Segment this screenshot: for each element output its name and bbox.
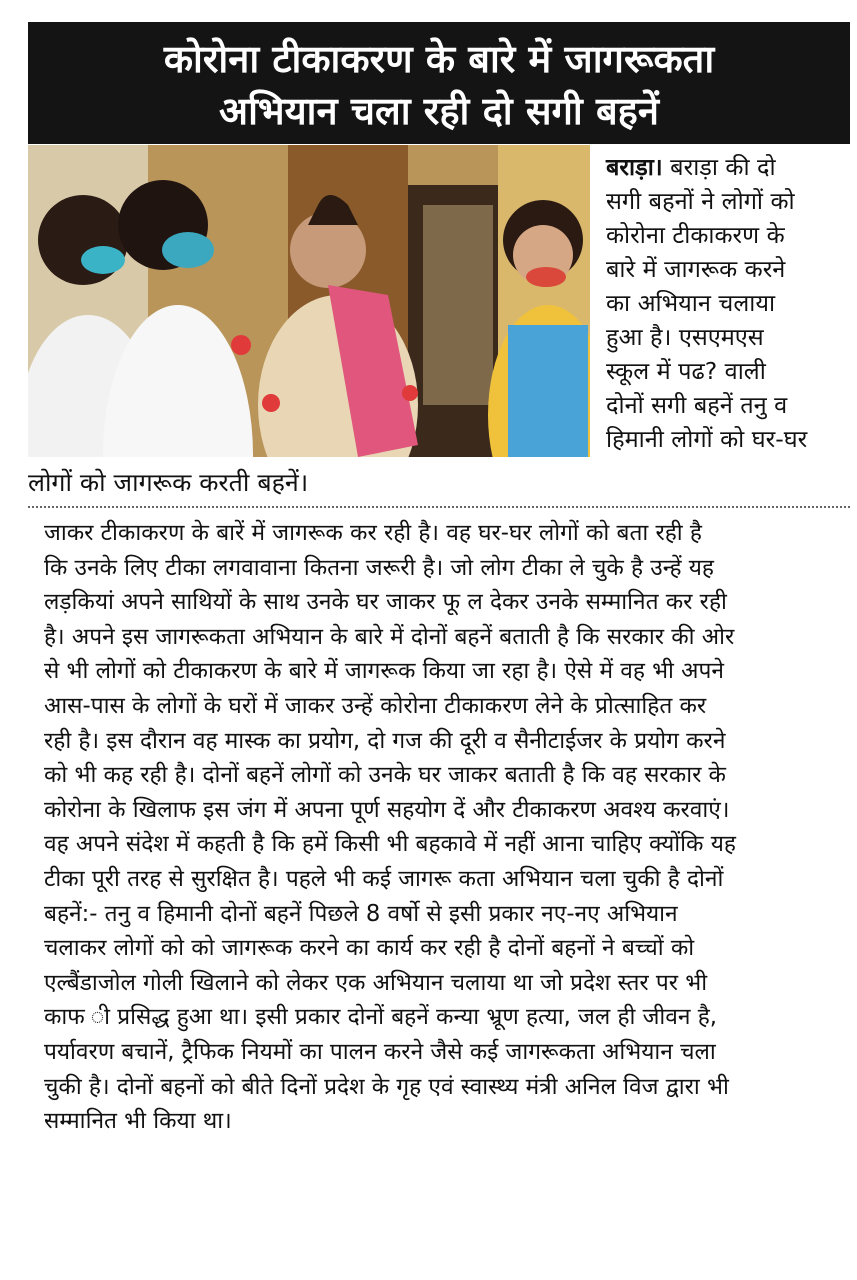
body-line: को भी कह रही है। दोनों बहनें लोगों को उनके घर जाकर बताती है कि वह सरकार के xyxy=(44,762,726,789)
body-line: आस-पास के लोगों के घरों में जाकर उन्हें कोरोना टीकाकरण लेने के प्रोत्साहित कर xyxy=(44,692,707,719)
headline-line-1: कोरोना टीकाकरण के बारे में जागरूकता xyxy=(163,37,715,81)
body-line: सम्मानित भी किया था। xyxy=(44,1108,232,1135)
news-photo xyxy=(28,145,590,457)
headline xyxy=(28,22,850,144)
body-line: बहनें:- तनु व हिमानी दोनों बहनें पिछले 8 वर्षो से इसी प्रकार नए-नए अभियान xyxy=(44,900,678,927)
body-line: लड़कियां अपने साथियों के साथ उनके घर जाकर फू ल देकर उनके सम्मानित कर रही xyxy=(44,589,727,616)
body-line: चुकी है। दोनों बहनों को बीते दिनों प्रदेश के गृह एवं स्वास्थ्य मंत्री अनिल विज द्वारा भी xyxy=(44,1073,729,1100)
body-line: कि उनके लिए टीका लगवावाना कितना जरूरी है। जो लोग टीका ले चुके है उन्हें यह xyxy=(44,554,714,581)
body-line: रही है। इस दौरान वह मास्क का प्रयोग, दो गज की दूरी व सैनीटाईजर के प्रयोग करने xyxy=(44,727,726,754)
dotted-divider xyxy=(28,506,850,508)
body-line: वह अपने संदेश में कहती है कि हमें किसी भी बहकावे में नहीं आना चाहिए क्योंकि यह xyxy=(44,831,736,858)
body-line: एल्बैंडाजोल गोली खिलाने को लेकर एक अभियान चलाया था जो प्रदेश स्तर पर भी xyxy=(44,969,708,996)
body-line: चलाकर लोगों को को जागरूक करने का कार्य कर रही है दोनों बहनों ने बच्चों को xyxy=(44,935,695,962)
body-line: कोरोना के खिलाफ इस जंग में अपना पूर्ण सहयोग दें और टीकाकरण अवश्य करवाएं। xyxy=(44,796,730,823)
article-body xyxy=(44,516,834,1139)
column-line: सगी बहनों ने लोगों को xyxy=(606,187,795,215)
body-line: काफ ी प्रसिद्ध हुआ था। इसी प्रकार दोनों बहनें कन्या भ्रूण हत्या, जल ही जीवन है, xyxy=(44,1004,717,1031)
column-line: दोनों सगी बहनें तनु व xyxy=(606,391,788,419)
column-line: का अभियान चलाया xyxy=(606,289,776,317)
column-line: कोरोना टीकाकरण के xyxy=(606,221,785,249)
column-line: बारे में जागरूक करने xyxy=(606,255,786,283)
column-line: हुआ है। एसएमएस xyxy=(606,323,764,351)
column-line: हिमानी लोगों को घर-घर xyxy=(606,425,808,453)
photo-illustration xyxy=(28,145,590,457)
column-text: बराड़ा की दो xyxy=(670,153,776,181)
dateline: बराड़ा। xyxy=(606,153,663,181)
column-line-1 xyxy=(606,150,844,184)
body-line: है। अपने इस जागरूकता अभियान के बारे में दोनों बहनें बताती है कि सरकार की ओर xyxy=(44,623,735,650)
body-line: से भी लोगों को टीकाकरण के बारे में जागरूक किया जा रहा है। ऐसे में वह भी अपने xyxy=(44,658,724,685)
column-line: स्कूल में पढ? वाली xyxy=(606,357,766,385)
body-line: टीका पूरी तरह से सुरक्षित है। पहले भी कई जागरू कता अभियान चला चुकी है दोनों xyxy=(44,865,724,892)
headline-line-2: अभियान चला रही दो सगी बहनें xyxy=(219,89,659,133)
body-line: पर्यावरण बचानें, ट्रैफिक नियमों का पालन करने जैसे कई जागरूकता अभियान चला xyxy=(44,1038,716,1065)
photo-caption: लोगों को जागरूक करती बहनें। xyxy=(28,468,309,497)
side-column xyxy=(606,150,844,456)
body-line: जाकर टीकाकरण के बारें में जागरूक कर रही है। वह घर-घर लोगों को बता रही है xyxy=(44,520,702,546)
